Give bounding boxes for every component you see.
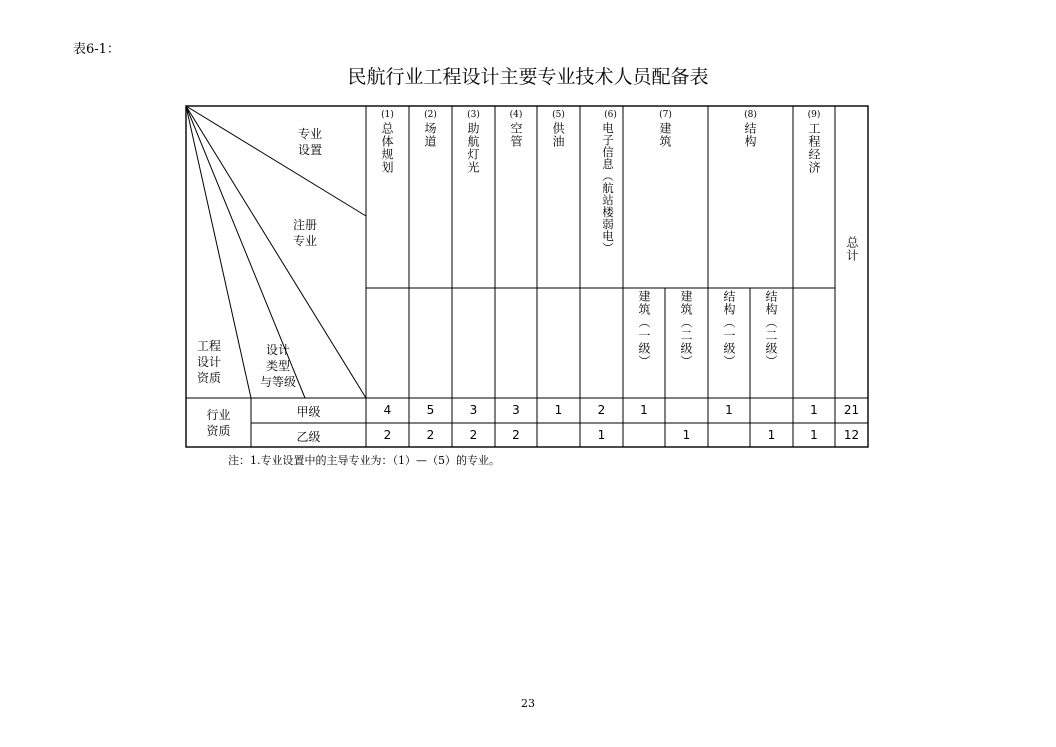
table-cell: 1 — [725, 403, 733, 417]
table-cell-total: 12 — [843, 428, 860, 442]
table-cell: 2 — [469, 428, 478, 442]
row-group-label: 行业 资质 — [206, 408, 231, 438]
table-cell: 1 — [640, 403, 648, 417]
col-name-total: 总计 — [845, 236, 859, 262]
col-num-5: (5) — [552, 110, 565, 120]
col-name-8: 结构 — [743, 122, 757, 148]
table-cell: 1 — [682, 428, 691, 442]
corner-label-design-type: 设计 类型 与等级 — [259, 343, 296, 389]
col-num-3: (3) — [467, 110, 480, 120]
table-cell: 1 — [597, 428, 606, 442]
sub-header-struct-1: 结构（一级） — [722, 290, 736, 368]
row-label-yi: 乙级 — [296, 430, 321, 444]
table-cell: 2 — [426, 428, 435, 442]
table-cell: 3 — [512, 403, 520, 417]
col-name-1: 总体规划 — [380, 122, 394, 174]
col-num-4: (4) — [509, 110, 523, 120]
col-num-6: (6) — [604, 110, 617, 120]
col-name-4: 空管 — [509, 122, 523, 148]
col-num-1: (1) — [381, 110, 394, 120]
col-name-7: 建筑 — [658, 122, 672, 148]
corner-label-registered: 注册 专业 — [292, 218, 317, 248]
col-num-7: (7) — [659, 110, 672, 120]
col-name-5: 供油 — [551, 122, 565, 148]
col-name-6: 电子信息（航站楼弱电） — [601, 122, 615, 254]
table-label: 表6-1： — [73, 42, 120, 57]
corner-label-specialty: 专业 设置 — [297, 127, 322, 157]
table-cell: 1 — [554, 403, 563, 417]
page-title: 民航行业工程设计主要专业技术人员配备表 — [347, 66, 709, 88]
table-cell-total: 21 — [843, 403, 860, 417]
col-num-8: (8) — [744, 110, 757, 120]
row-label-jia: 甲级 — [296, 405, 321, 419]
page-number: 23 — [521, 697, 535, 710]
table-cell: 4 — [383, 403, 392, 417]
footnote: 注：1.专业设置中的主导专业为：（1）—（5）的专业。 — [228, 454, 500, 467]
sub-header-arch-1: 建筑（一级） — [637, 290, 651, 368]
col-name-3: 助航灯光 — [466, 122, 480, 174]
col-num-9: (9) — [807, 110, 821, 120]
sub-header-struct-2: 结构（二级） — [764, 290, 778, 368]
table-cell: 5 — [426, 403, 435, 417]
corner-label-qualification: 工程 设计 资质 — [196, 339, 221, 385]
col-num-2: (2) — [424, 110, 437, 120]
col-name-9: 工程经济 — [807, 122, 821, 174]
sub-header-arch-2: 建筑（二级） — [679, 290, 693, 368]
table-cell: 2 — [383, 428, 392, 442]
table-cell: 3 — [469, 403, 478, 417]
table-cell: 1 — [767, 428, 776, 442]
table-cell: 2 — [597, 403, 606, 417]
table-cell: 1 — [810, 403, 818, 417]
col-name-2: 场道 — [423, 122, 437, 148]
table-cell: 1 — [810, 428, 818, 442]
table-cell: 2 — [512, 428, 520, 442]
